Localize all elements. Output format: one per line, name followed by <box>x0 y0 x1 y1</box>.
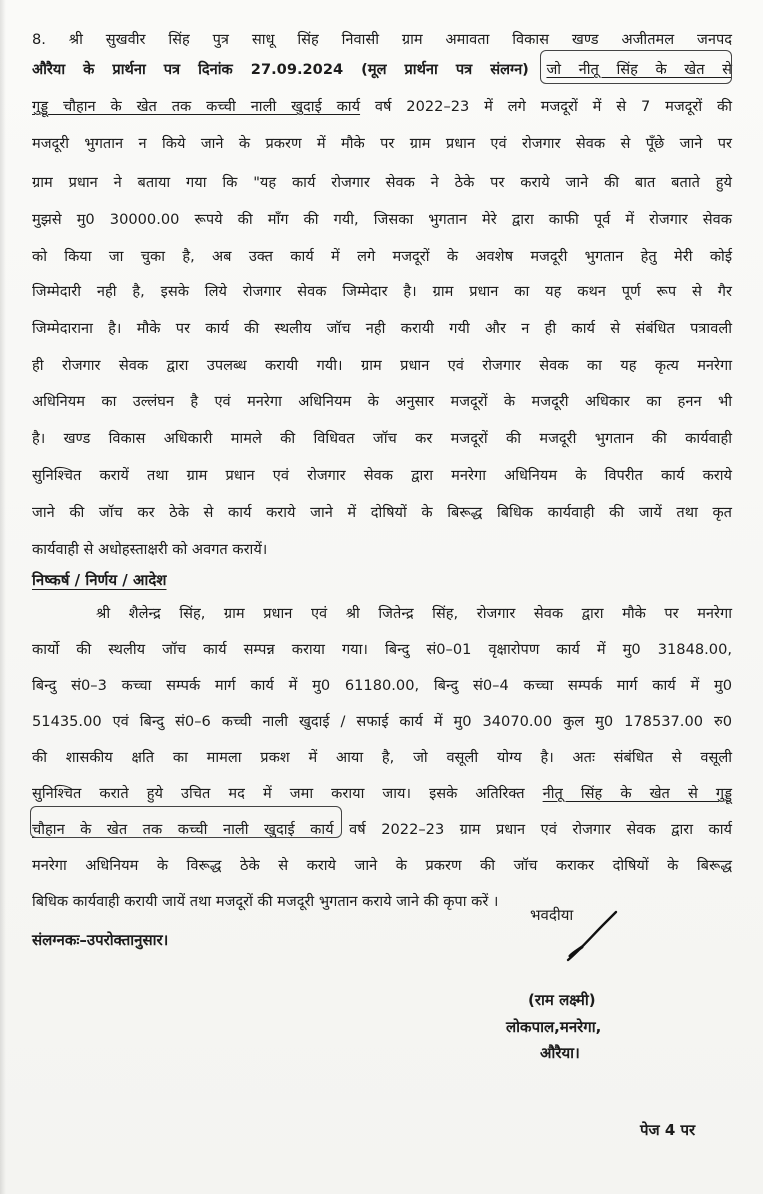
para8-line-14: जाने की जॉच कर ठेके से कार्य कराये जाने में दोषियों के बिरूद्ध बिधिक कार्यवाही की जायें तथा कृत <box>32 504 732 521</box>
conclusion-line-7 <box>32 820 732 840</box>
enclosure-note: संलग्नकः–उपरोक्तानुसार। <box>32 931 169 949</box>
conclusion-line-4: 51435.00 एवं बिन्दु सं0–6 कच्ची नाली खुदाई / सफाई कार्य में मु0 34070.00 कुल मु0 178537.00 रु0 <box>32 713 732 730</box>
conclusion-line-6 <box>32 784 732 804</box>
para8-line-5: ग्राम प्रधान ने बताया गया कि "यह कार्य रोजगार सेवक ने ठेके पर कराये जाने की बात बताते हुये <box>32 174 732 191</box>
para8-line-2 <box>32 60 732 80</box>
para8-line-15: कार्यवाही से अधोहस्ताक्षरी को अवगत करायें। <box>32 541 268 558</box>
conclusion-line-6-pre: सुनिश्चित कराते हुये उचित मद में जमा कराया जाय। इसके अतिरिक्त <box>32 785 525 802</box>
page-continuation-marker: पेज 4 पर <box>640 1121 696 1139</box>
work-description-highlight-2b: चौहान के खेत तक कच्ची नाली खुदाई कार्य <box>32 821 334 838</box>
closing-salutation: भवदीया <box>530 906 574 924</box>
para8-line-9: जिम्मेदाराना है। मौके पर कार्य की स्थलीय जॉच नही करायी गयी और न ही कार्य से संबंधित पत्रावली <box>32 320 732 337</box>
signatory-name: (राम लक्ष्मी) <box>528 991 596 1009</box>
para8-line-3 <box>32 97 732 117</box>
conclusion-line-2: कार्यो की स्थलीय जॉच कार्य सम्पन्न कराया गया। बिन्दु सं0–01 वृक्षारोपण कार्य में मु0 31848.00, <box>32 641 732 658</box>
conclusion-line-8: मनरेगा अधिनियम के विरूद्ध ठेके से कराये जाने के प्रकरण की जॉच कराकर दोषियों के बिरूद्ध <box>32 857 732 874</box>
section-heading: निष्कर्ष / निर्णय / आदेश <box>32 571 167 589</box>
signature-mark <box>560 910 620 965</box>
para8-line-8: जिम्मेदारी नही है, इसके लिये रोजगार सेवक जिम्मेदार है। ग्राम प्रधान का यह कथन पूर्ण रूप से गैर <box>32 283 732 300</box>
para8-line-3-rest: वर्ष 2022–23 में लगे मजदूरों में से 7 मजदूरों की <box>374 98 732 115</box>
para8-line-13: सुनिश्चित करायें तथा ग्राम प्रधान एवं रोजगार सेवक द्वारा मनरेगा अधिनियम के विपरीत कार्य कराये <box>32 467 732 484</box>
page-edge-shadow <box>0 0 6 1194</box>
work-description-highlight-1a: जो नीतू सिंह के खेत से <box>546 61 732 78</box>
para8-line-6: मुझसे मु0 30000.00 रूपये की मॉंग की गयी, जिसका भुगतान मेरे द्वारा काफी पूर्व में रोजगार सेवक <box>32 211 732 228</box>
work-description-highlight-2a: नीतू सिंह के खेत से गुड्डू <box>542 785 733 802</box>
para8-line-11: अधिनियम का उल्लंघन है एवं मनरेगा अधिनियम के अनुसार मजदूरों के मजदूरी अधिकार का हनन भी <box>32 393 732 410</box>
conclusion-line-7-rest: वर्ष 2022–23 ग्राम प्रधान एवं रोजगार सेवक द्वारा कार्य <box>349 821 732 838</box>
application-reference: औरैया के प्रार्थना पत्र दिनांक 27.09.2024 (मूल प्रार्थना पत्र संलग्न) <box>32 61 529 78</box>
conclusion-line-1: श्री शैलेन्द्र सिंह, ग्राम प्रधान एवं श्री जितेन्द्र सिंह, रोजगार सेवक द्वारा मौके पर मनरेगा <box>96 605 732 622</box>
conclusion-line-3: बिन्दु सं0–3 कच्चा सम्पर्क मार्ग कार्य में मु0 61180.00, बिन्दु सं0–4 कच्चा सम्पर्क मार्ग कार्य में मु0 <box>32 677 732 694</box>
para8-line-1: 8. श्री सुखवीर सिंह पुत्र साधू सिंह निवासी ग्राम अमावता विकास खण्ड अजीतमल जनपद <box>32 31 732 48</box>
para8-line-12: है। खण्ड विकास अधिकारी मामले की विधिवत जॉच कर मजदूरों की मजदूरी भुगतान की कार्यवाही <box>32 430 732 447</box>
signatory-designation: लोकपाल,मनरेगा, <box>506 1018 602 1036</box>
para8-line-7: को किया जा चुका है, अब उक्त कार्य में लगे मजदूरों के अवशेष मजदूरी भुगतान हेतु मेरी कोई <box>32 248 732 265</box>
conclusion-line-5: की शासकीय क्षति का मामला प्रकश में आया है, जो वसूली योग्य है। अतः संबंधित से वसूली <box>32 749 732 766</box>
signatory-place: औरैया। <box>540 1044 580 1062</box>
para8-line-10: ही रोजगार सेवक द्वारा उपलब्ध करायी गयी। ग्राम प्रधान एवं रोजगार सेवक का यह कृत्य मनरेगा <box>32 357 732 374</box>
work-description-highlight-1b: गुड्डू चौहान के खेत तक कच्ची नाली खुदाई कार्य <box>32 98 361 115</box>
para8-line-4: मजदूरी भुगतान न किये जाने के प्रकरण में मौके पर ग्राम प्रधान एवं रोजगार सेवक से पूँछे जाने पर <box>32 135 732 152</box>
conclusion-line-9: बिधिक कार्यवाही करायी जायें तथा मजदूरों की मजदूरी भुगतान कराये जाने की कृपा करें । <box>32 893 499 910</box>
